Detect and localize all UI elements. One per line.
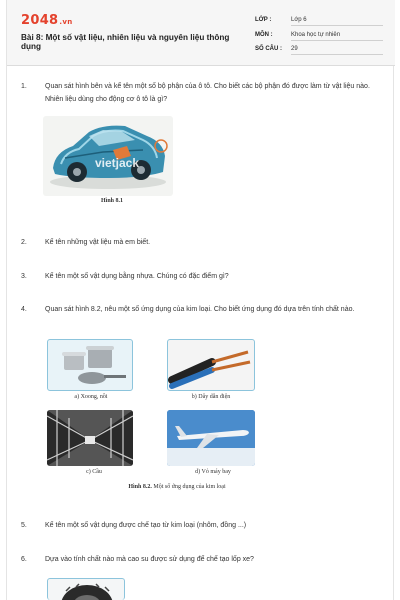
- pots-illustration: [48, 340, 133, 391]
- meta-grade-label: LỚP :: [255, 17, 272, 23]
- question-4: [21, 303, 381, 316]
- figure-2d-caption: d) Vỏ máy bay: [195, 469, 231, 475]
- cable-illustration: [168, 340, 255, 391]
- meta-grade: [255, 17, 383, 23]
- figure-airplane: [167, 410, 255, 466]
- figure-2-caption-label: Hình 8.2.: [128, 484, 152, 490]
- meta-grade-value: Lớp 6: [291, 17, 383, 26]
- question-text: Kể tên những vật liệu mà em biết.: [45, 239, 151, 246]
- question-text: Dựa vào tính chất nào mà cao su được sử dụng để chế tạo lốp xe?: [45, 556, 254, 563]
- meta-count-value: 29: [291, 46, 383, 55]
- logo-suffix: .vn: [59, 18, 73, 26]
- question-number: 3.: [21, 273, 27, 280]
- tire-illustration: [48, 579, 125, 600]
- question-text: Quan sát hình 8.2, nêu một số ứng dụng của kim loại. Cho biết ứng dụng đó dựa trên tính chất nào.: [45, 306, 355, 313]
- question-5: [21, 519, 381, 532]
- question-2: [21, 236, 381, 249]
- meta-count-label: SỐ CÂU :: [255, 46, 282, 52]
- bridge-illustration: [47, 410, 133, 466]
- site-logo[interactable]: [21, 13, 73, 28]
- airplane-illustration: [167, 410, 255, 466]
- logo-text: 2048: [21, 13, 59, 28]
- question-1: [21, 80, 381, 106]
- question-number: 2.: [21, 239, 27, 246]
- figure-car: [43, 116, 173, 196]
- question-3: [21, 270, 381, 283]
- figure-2b-caption: b) Dây dẫn điện: [191, 394, 231, 400]
- worksheet-header: [7, 0, 395, 66]
- figure-1-caption: Hình 8.1: [100, 198, 123, 204]
- question-number: 1.: [21, 83, 27, 90]
- meta-subject-value: Khoa học tự nhiên: [291, 32, 383, 41]
- worksheet: [6, 0, 394, 600]
- meta-subject-label: MÔN :: [255, 32, 273, 38]
- question-text: Kể tên một số vật dụng được chế tạo từ kim loại (nhôm, đồng ...): [45, 522, 247, 529]
- meta-count: [255, 46, 383, 52]
- question-number: 6.: [21, 556, 27, 563]
- question-6: [21, 553, 381, 566]
- figure-pots: [47, 339, 133, 391]
- figure-2-caption-text: Một số ứng dụng của kim loại: [153, 484, 226, 490]
- question-number: 5.: [21, 522, 27, 529]
- figure-2a-caption: a) Xoong, nồi: [74, 394, 108, 400]
- lesson-title: Bài 8: Một số vật liệu, nhiên liệu và nguyên liệu thông dụng: [21, 33, 230, 51]
- figure-cable: [167, 339, 255, 391]
- question-text: Kể tên một số vật dụng bằng nhựa. Chúng có đặc điểm gì?: [45, 273, 229, 280]
- figure-2-caption: [77, 484, 277, 490]
- figure-2c-caption: c) Cầu: [86, 469, 102, 475]
- figure-bridge: [47, 410, 133, 466]
- watermark-text: vietjack: [95, 156, 140, 170]
- question-text: Quan sát hình bên và kể tên một số bộ phận của ô tô. Cho biết các bộ phận đó được làm từ vật liệu nào. Nhiên liệu dùng cho động cơ ô tô là gì?: [45, 83, 370, 103]
- figure-tire: [47, 578, 125, 600]
- meta-subject: [255, 32, 383, 38]
- question-number: 4.: [21, 306, 27, 313]
